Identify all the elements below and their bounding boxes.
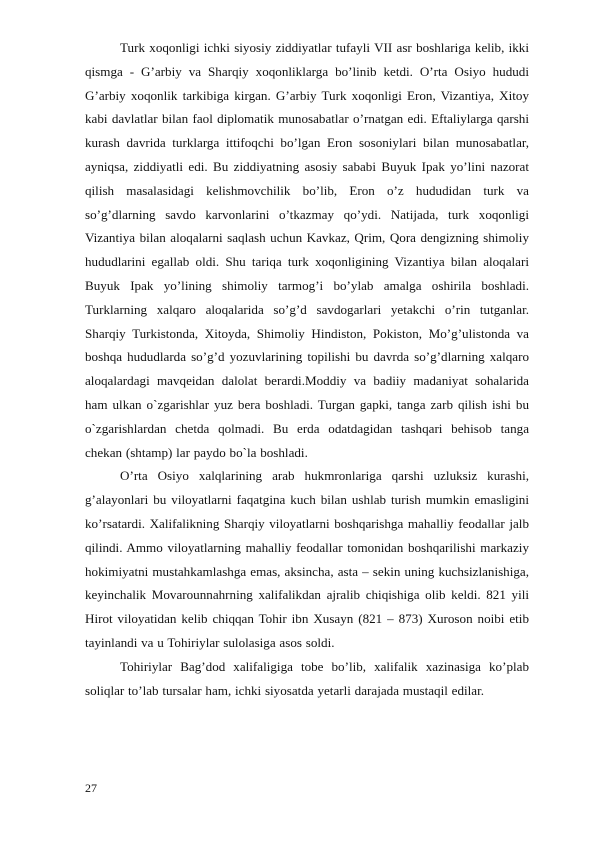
paragraph-turk-xoqonligi: Turk xoqonligi ichki siyosiy ziddiyatlar tufayli VII asr boshlariga kelib, ikki qismga - G’arbiy va Sharqiy xoqonliklarga bo’linib ketdi. O’rta Osiyo hududi G’arbiy xoqonlik tarkibiga kirgan. G’arbiy Turk xoqonligi Eron, Vizantiya, Xitoy kabi davlatlar bilan faol diplomatik munosabatlar o’rnatgan edi. Eftaliylarga qarshi kurash davrida turklarga ittifoqchi bo’lgan Eron sosoniylari bilan munosabatlar, ayniqsa, ziddiyatli edi. Bu ziddiyatning asosiy sababi Buyuk Ipak yo’lini nazorat qilish masalasidagi kelishmovchilik bo’lib, Eron o’z hududidan turk va so’g’dlarning savdo karvonlarini o’tkazmay qo’ydi. Natijada, turk xoqonligi Vizantiya bilan aloqalarni saqlash uchun Kavkaz, Qrim, Qora dengizning shimoliy hududlarini egallab oldi. Shu tariqa turk xoqonligining Vizantiya bilan aloqalari Buyuk Ipak yo’lining shimoliy tarmog’i bo’ylab amalga oshirila boshladi. Turklarning xalqaro aloqalarida so’g’d savdogarlari yetakchi o’rin tutganlar. Sharqiy Turkistonda, Xitoyda, Shimoliy Hindiston, Pokiston, Mo’g’ulistonda va boshqa hududlarda so’g’d yozuvlarining topilishi bu davrda so’g’dlarning xalqaro aloqalardagi mavqeidan dalolat berardi.Moddiy va badiiy madaniyat sohalarida ham ulkan o`zgarishlar yuz bera boshladi. Turgan gapki, tanga zarb qilish ishi bu o`zgarishlardan chetda qolmadi. Bu erda odatdagidan tashqari behisob tanga chekan (shtamp) lar paydo bo`la boshladi. <box>85 40 529 460</box>
page-number: 27 <box>85 781 97 795</box>
paragraph-tohiriylar: Tohiriylar Bag’dod xalifaligiga tobe bo’lib, xalifalik xazinasiga ko’plab soliqlar to’lab tursalar ham, ichki siyosatda yetarli darajada mustaqil edilar. <box>85 658 529 698</box>
body-text <box>85 36 529 702</box>
paragraph-orta-osiyo: O’rta Osiyo xalqlarining arab hukmronlariga qarshi uzluksiz kurashi, g’alayonlari bu viloyatlarni faqatgina kuch bilan ushlab turish mumkin emasligini ko’rsatardi. Xalifalikning Sharqiy viloyatlarni boshqarishga mahalliy feodallar jalb qilindi. Ammo viloyatlarning mahalliy feodallar tomonidan boshqarilishi markaziy hokimiyatni mustahkamlashga emas, aksincha, asta – sekin uning kuchsizlanishiga, keyinchalik Movarounnahrning xalifalikdan ajralib chiqishiga olib keldi. 821 yili Hirot viloyatidan kelib chiqqan Tohir ibn Xusayn (821 – 873) Xuroson noibi etib tayinlandi va u Tohiriylar sulolasiga asos soldi. <box>85 468 529 650</box>
